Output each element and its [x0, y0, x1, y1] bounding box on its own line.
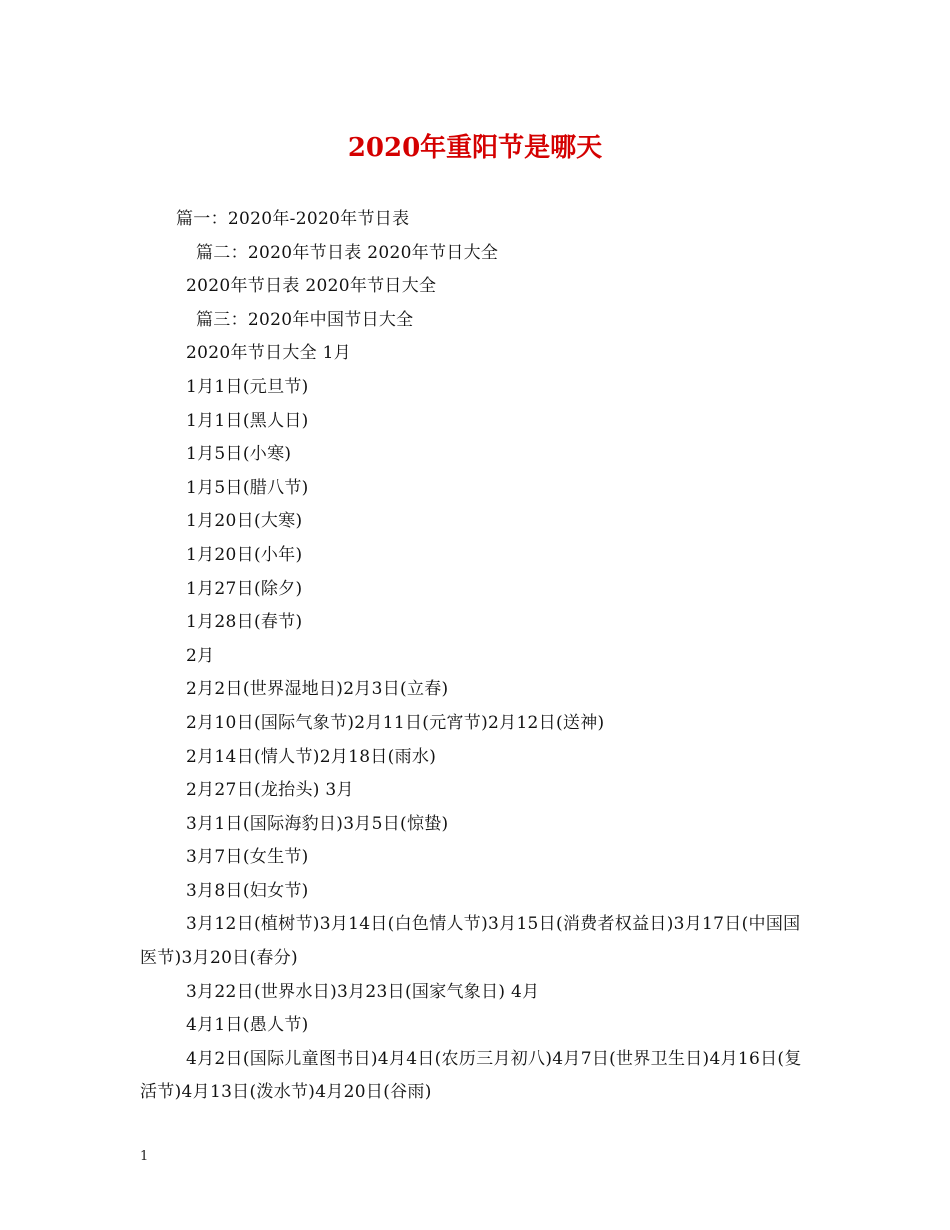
text-line: 3月1日(国际海豹日)3月5日(惊蛰): [186, 813, 449, 834]
text-line: 3月8日(妇女节): [186, 880, 309, 901]
text-line: 1月5日(小寒): [186, 444, 292, 465]
text-line: 1月20日(大寒): [186, 511, 303, 532]
text-line: 篇三：2020年中国节日大全: [196, 309, 414, 330]
text-line: 4月1日(愚人节): [186, 1015, 309, 1036]
document-body: [140, 203, 812, 1110]
text-line: 1月5日(腊八节): [186, 477, 309, 498]
page-number: 1: [140, 1149, 149, 1164]
text-line: 2月2日(世界湿地日)2月3日(立春): [186, 679, 449, 700]
text-line: 2月14日(情人节)2月18日(雨水): [186, 746, 437, 767]
text-line: 2月27日(龙抬头) 3月: [186, 780, 354, 801]
text-line: 2月10日(国际气象节)2月11日(元宵节)2月12日(送神): [186, 712, 605, 733]
document-title: 2020年重阳节是哪天: [347, 133, 603, 163]
text-line: 3月7日(女生节): [186, 847, 309, 868]
text-line: 1月20日(小年): [186, 544, 303, 565]
text-line: 1月27日(除夕): [186, 578, 303, 599]
text-line: 1月1日(黑人日): [186, 410, 309, 431]
text-line: 篇一：2020年-2020年节日表: [176, 209, 410, 229]
text-line: 1月28日(春节): [186, 612, 303, 633]
text-line: 3月22日(世界水日)3月23日(国家气象日) 4月: [186, 981, 540, 1002]
text-line: 2020年节日大全 1月: [186, 343, 352, 364]
text-line: 2月: [186, 645, 215, 666]
text-line: 篇二：2020年节日表 2020年节日大全: [196, 242, 499, 263]
text-line: 1月1日(元旦节): [186, 376, 309, 397]
text-paragraph: 4月2日(国际儿童图书日)4月4日(农历三月初八)4月7日(世界卫生日)4月16日(复活节)4月13日(泼水节)4月20日(谷雨): [140, 1048, 802, 1103]
text-line: 2020年节日表 2020年节日大全: [186, 276, 437, 297]
text-paragraph: 3月12日(植树节)3月14日(白色情人节)3月15日(消费者权益日)3月17日(中国国医节)3月20日(春分): [140, 914, 801, 969]
